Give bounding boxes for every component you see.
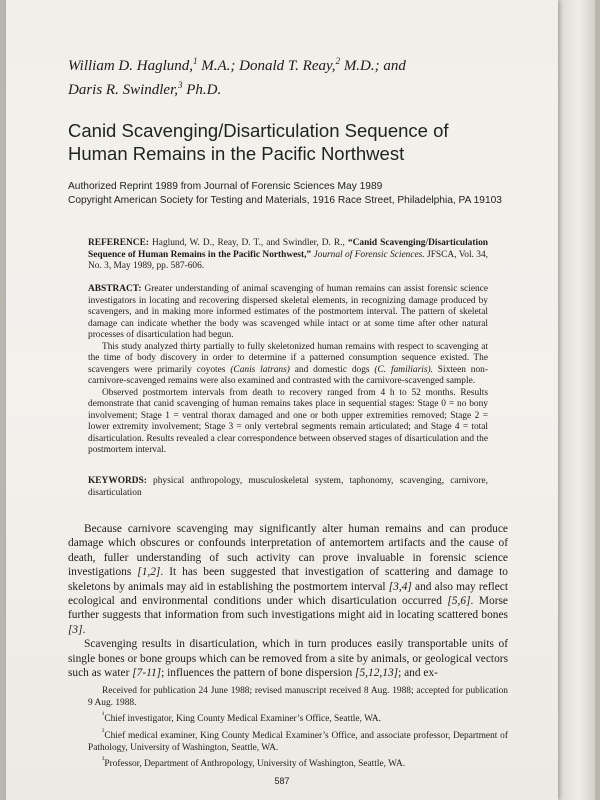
species-coyote: (Canis latrans) (230, 364, 290, 375)
citation: [5,6] (447, 595, 471, 608)
citation: [3,4] (388, 580, 412, 593)
abstract-text-2e: Sixteen non-carnivore-scavenged remains were also examined and contrasted with the carnivore-scavenged sample. (88, 364, 488, 386)
page-number: 587 (274, 776, 290, 786)
citation: [5,12,13] (355, 667, 399, 680)
body-text-1c: and also may reflect ecological and environmental conditions under which disarticulation occurred (68, 580, 508, 608)
reference-citation: JFSCA, Vol. 34, No. 3, May 1989, pp. 587-606. (88, 249, 488, 271)
footnotes (88, 686, 508, 771)
reprint-line-2: Copyright American Society for Testing and Materials, 1916 Race Street, Philadelphia, PA 19103 (68, 194, 502, 206)
reference-article: “Canid Scavenging/Disarticulation Sequence of Human Remains in the Pacific Northwest,” (88, 238, 488, 260)
abstract-text-2c: and domestic dogs (289, 364, 375, 375)
keywords-text: physical anthropology, musculoskeletal system, taphonomy, scavenging, carnivore, disarticulation (88, 476, 488, 498)
footnote-2 (88, 726, 508, 754)
author-3: Daris R. Swindler, (68, 82, 179, 98)
reference-journal: Journal of Forensic Sciences. (311, 249, 425, 260)
reference-label: REFERENCE: (88, 238, 149, 248)
citation: [1,2] (137, 566, 161, 579)
body-text-2a: Scavenging results in disarticulation, which in turn produces easily transportable units of single bones or bone groups which can be removed from a site by animals, or geological vectors such as water (68, 638, 508, 680)
author-line (68, 52, 518, 100)
paper-title: Canid Scavenging/Disarticulation Sequence of Human Remains in the Pacific Northwest (68, 120, 449, 164)
author-2-degree: M.D.; and (340, 58, 406, 74)
footnote-2-text: Chief medical examiner, King County Medical Examiner’s Office, and associate professor, Department of Pathology, University of Washington, Seattle, WA. (88, 731, 508, 753)
footnote-3-text: Professor, Department of Anthropology, University of Washington, Seattle, WA. (104, 759, 406, 770)
keywords-block (88, 476, 488, 499)
reprint-line-1: Authorized Reprint 1989 from Journal of Forensic Sciences May 1989 (68, 181, 383, 192)
underlying-sheet (555, 0, 595, 800)
author-1-note: 1 (193, 56, 198, 66)
footnote-1-mark: ¹ (102, 710, 105, 720)
abstract-paragraph-2 (88, 342, 488, 388)
footnote-3-mark: ³ (102, 755, 105, 765)
body-text-1a: Because carnivore scavenging may significantly alter human remains and can produce damage which obscures or confounds interpretation of antemortem artifacts and the cause of death, fuller understanding of such activity can prove invaluable in forensic science investigations (68, 523, 508, 579)
abstract-text-1: Greater understanding of animal scavenging of human remains can assist forensic science investigators in locating and recovering dispersed skeletal elements, in recognizing damage produced by scavengers, and in making more informed estimates of the postmortem interval. The pattern of skeletal damage can indicate whether the body was scavenged while intact or at some time after other natural processes of disarticulation had begun. (88, 284, 488, 340)
author-3-degree: Ph.D. (182, 82, 222, 98)
footnote-1 (88, 709, 508, 726)
abstract-paragraph-3: Observed postmortem intervals from death to recovery ranged from 4 h to 52 months. Results demonstrate that canid scavenging of human remains takes place in sequential stages: Stage 0 = no bony involvement; Stage 1 = ventral thorax damaged and one or both upper extremities removed; Stage 2 = lower extremity involvement; Stage 3 = only vertebral segments remain articulated; and Stage 4 = total disarticulation. Results revealed a clear correspondence between observed stages of disarticulation and the postmortem interval. (88, 387, 488, 455)
footnote-1-text: Chief investigator, King County Medical Examiner’s Office, Seattle, WA. (104, 714, 382, 725)
reference-authors: Haglund, W. D., Reay, D. T., and Swindler, D. R., (148, 238, 348, 248)
received-note: Received for publication 24 June 1988; revised manuscript received 8 Aug. 1988; accepted for publication 9 Aug. 1988. (88, 686, 508, 708)
body-text (68, 522, 508, 680)
document-page (6, 0, 558, 800)
species-dog: (C. familiaris). (374, 364, 433, 375)
author-1-degree: M.A.; (197, 58, 240, 74)
body-paragraph-2 (68, 637, 508, 680)
body-paragraph-1 (68, 522, 508, 637)
footnote-3 (88, 754, 508, 771)
abstract-paragraph-1 (88, 284, 488, 342)
author-2-note: 2 (335, 56, 341, 66)
reference-block (88, 238, 488, 273)
body-text-1e: . (82, 623, 86, 636)
citation: [7-11] (132, 667, 162, 680)
abstract-text-2a: This study analyzed thirty partially to fully skeletonized human remains with respect to scavenging at the time of body discovery in order to determine if a patterned consumption sequence existed. The scavengers were primarily coyotes (88, 341, 488, 375)
author-1: William D. Haglund, (68, 58, 194, 74)
body-text-2c: ; and ex- (398, 667, 438, 680)
citation: [3] (68, 623, 83, 636)
body-text-1b: . It has been suggested that investigation of scattering and damage to skeletons by animals may aid in establishing the postmortem interval (68, 566, 509, 593)
body-text-1d: . Morse further suggests that information from such investigations might aid in locating scattered bones (68, 595, 508, 622)
footnote-2-mark: ² (102, 726, 105, 736)
body-text-2b: ; influences the pattern of bone dispersion (161, 667, 356, 680)
abstract-label: ABSTRACT: (88, 284, 142, 294)
keywords-label: KEYWORDS: (88, 476, 147, 486)
author-2: Donald T. Reay, (239, 58, 336, 74)
author-3-note: 3 (178, 80, 183, 90)
reprint-notice (68, 180, 548, 207)
abstract-block (88, 284, 488, 457)
